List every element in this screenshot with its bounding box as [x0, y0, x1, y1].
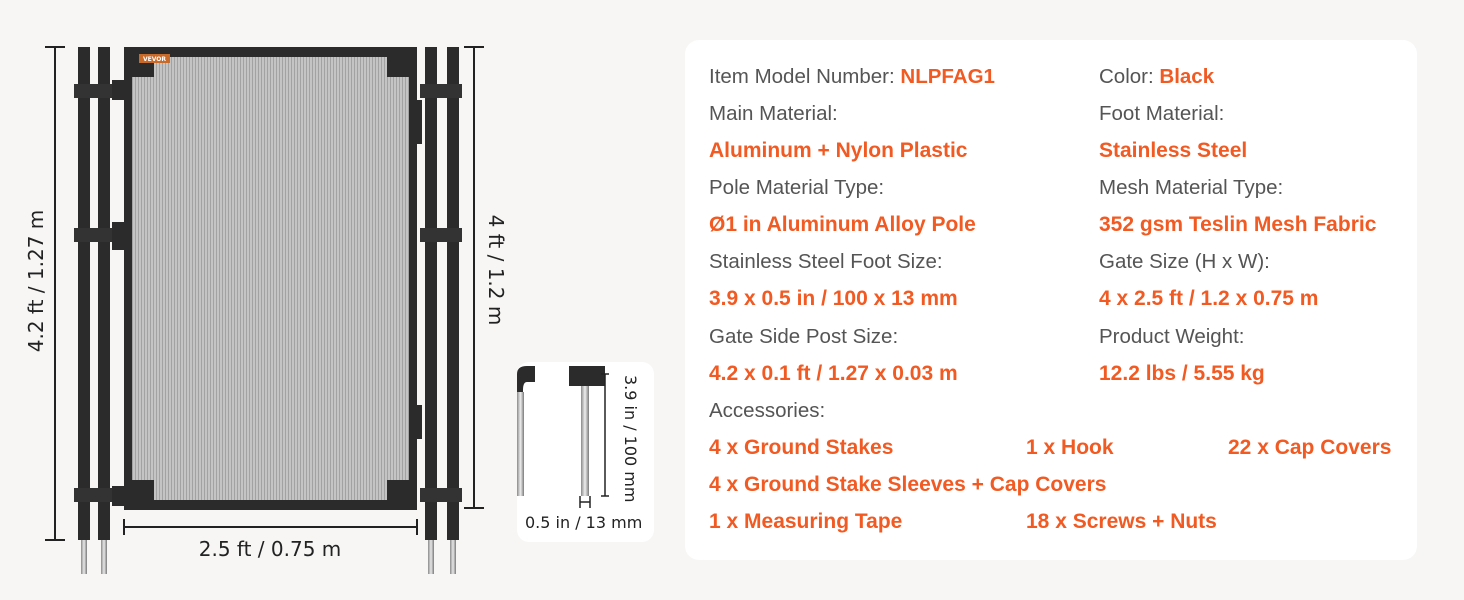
item-model-label: Item Model Number:: [709, 65, 895, 88]
gate-panel: [124, 47, 422, 510]
gate-size-value: 4 x 2.5 ft / 1.2 x 0.75 m: [1099, 287, 1319, 310]
foot-material-value: Stainless Steel: [1099, 139, 1248, 162]
item-model-row: [709, 65, 995, 89]
gate-height-label: 4 ft / 1.2 m: [484, 214, 508, 326]
foot-size-value: 3.9 x 0.5 in / 100 x 13 mm: [709, 287, 958, 310]
pole-material-label: Pole Material Type:: [709, 176, 885, 199]
total-height-dimension-line: [45, 47, 65, 540]
main-material-value: Aluminum + Nylon Plastic: [709, 139, 968, 162]
accessory-item: 1 x Hook: [1026, 436, 1114, 459]
brand-logo: VEVOR: [142, 56, 167, 63]
foot-size-label: Stainless Steel Foot Size:: [709, 250, 943, 273]
gate-width-dimension-line: [124, 519, 417, 535]
left-posts: [74, 47, 114, 574]
right-posts: [420, 47, 462, 574]
post-size-label: Gate Side Post Size:: [709, 325, 899, 348]
foot-width-label: 0.5 in / 13 mm: [525, 513, 643, 532]
color-row: [1099, 65, 1214, 89]
weight-value: 12.2 lbs / 5.55 kg: [1099, 362, 1265, 385]
post-size-value: 4.2 x 0.1 ft / 1.27 x 0.03 m: [709, 362, 958, 385]
accessory-item: 4 x Ground Stake Sleeves + Cap Covers: [709, 473, 1107, 496]
accessory-item: 4 x Ground Stakes: [709, 436, 894, 459]
color-value: Black: [1159, 65, 1215, 88]
foot-length-label: 3.9 in / 100 mm: [621, 375, 640, 503]
pole-material-value: Ø1 in Aluminum Alloy Pole: [709, 213, 976, 236]
foot-material-label: Foot Material:: [1099, 102, 1225, 125]
item-model-value: NLPFAG1: [900, 65, 995, 88]
gate-height-dimension-line: [464, 47, 484, 508]
mesh-material-label: Mesh Material Type:: [1099, 176, 1284, 199]
accessory-item: 22 x Cap Covers: [1228, 436, 1392, 459]
accessories-label: Accessories:: [709, 399, 826, 422]
foot-detail-card: [517, 362, 654, 542]
gate-width-label: 2.5 ft / 0.75 m: [198, 537, 342, 561]
mesh-material-value: 352 gsm Teslin Mesh Fabric: [1099, 213, 1377, 236]
gate-size-label: Gate Size (H x W):: [1099, 250, 1270, 273]
specifications-panel: [685, 40, 1417, 560]
total-height-label: 4.2 ft / 1.27 m: [24, 209, 48, 353]
main-material-label: Main Material:: [709, 102, 838, 125]
weight-label: Product Weight:: [1099, 325, 1245, 348]
accessory-item: 18 x Screws + Nuts: [1026, 510, 1217, 533]
accessory-item: 1 x Measuring Tape: [709, 510, 903, 533]
color-label: Color:: [1099, 65, 1154, 88]
